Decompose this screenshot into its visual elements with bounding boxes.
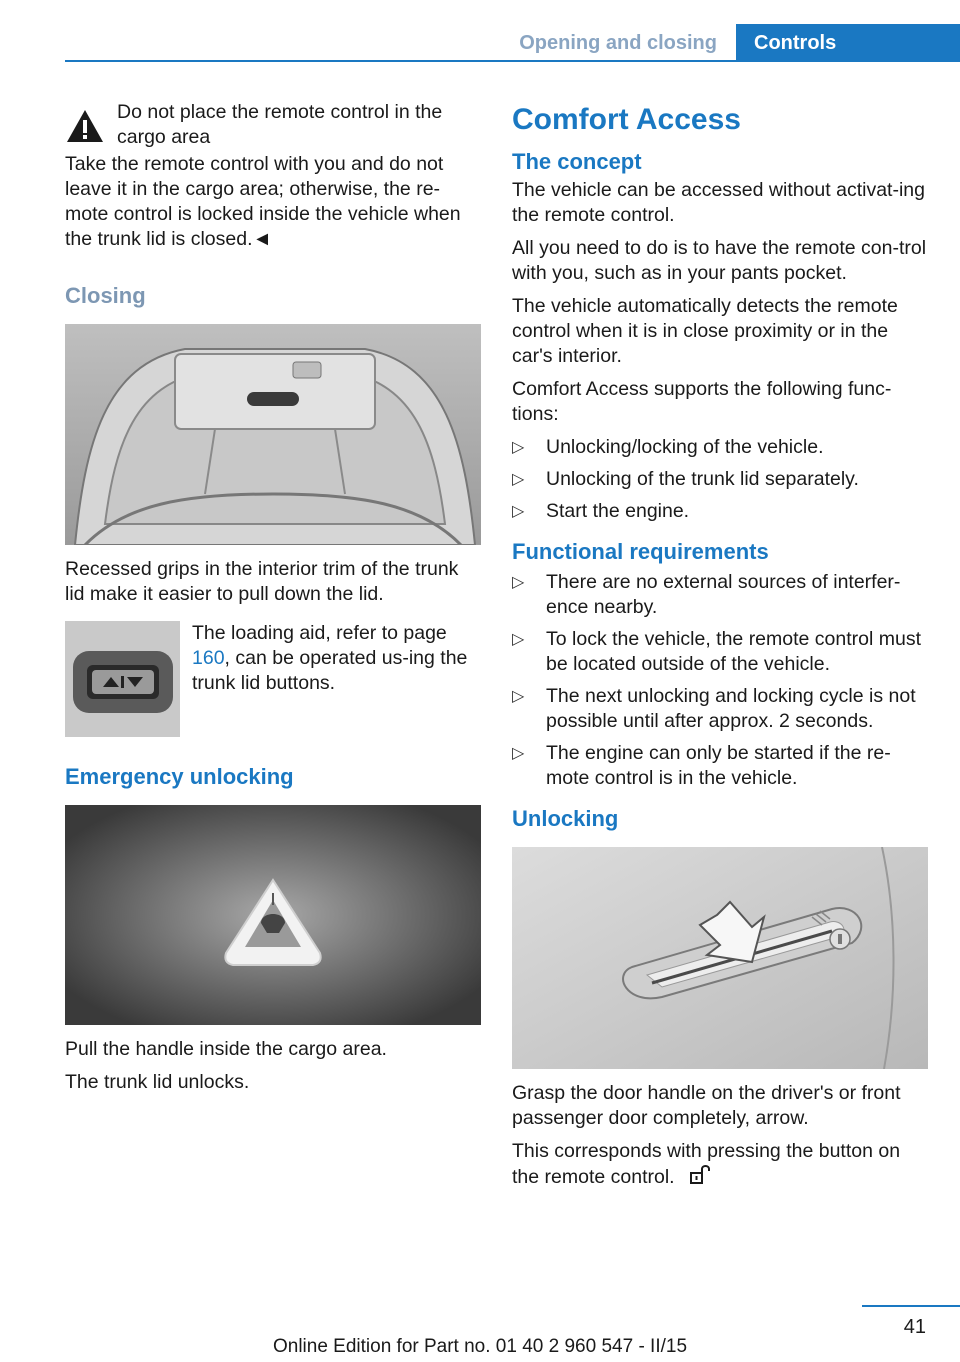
page-number: 41: [903, 1316, 926, 1338]
header-section-title: Opening and closing: [519, 32, 717, 54]
warning-triangle-icon: [65, 108, 105, 144]
pull-handle-text: Pull the handle inside the cargo area.: [65, 1038, 387, 1060]
list-item: ▷ The engine can only be started if the re-mote control is in the vehicle.: [512, 741, 930, 791]
list-item: ▷ Unlocking of the trunk lid separately.: [512, 467, 930, 492]
list-item: ▷ Start the engine.: [512, 499, 930, 524]
concept-paragraph-2: All you need to do is to have the remote con-trol with you, such as in your pants pocket.: [512, 237, 927, 284]
closing-heading: Closing: [65, 283, 146, 308]
concept-heading: The concept: [512, 149, 642, 174]
page-reference-link[interactable]: 160: [192, 647, 225, 669]
unlock-icon: [688, 1164, 714, 1186]
warning-title: Do not place the remote control in the cargo area: [117, 101, 443, 148]
warning-text: Take the remote control with you and do not leave it in the cargo area; otherwise, the re-mote control is locked inside the vehicle when the trunk lid is closed.◄: [65, 153, 461, 250]
remote-equivalence-text: This corresponds with pressing the button on the remote control.: [512, 1140, 901, 1188]
loading-aid-text: The loading aid, refer to page 160, can be operated us-ing the trunk lid buttons.: [192, 622, 468, 694]
emergency-release-handle-image: [65, 805, 481, 1025]
functional-requirements-heading: Functional requirements: [512, 539, 769, 564]
header-chapter-tab: Controls: [736, 24, 960, 62]
unlocking-heading: Unlocking: [512, 806, 619, 831]
functions-list: [512, 435, 930, 524]
footer-rule: [862, 1305, 960, 1307]
door-handle-image: [512, 847, 928, 1069]
header-rule: [65, 60, 960, 62]
right-column: [512, 100, 930, 1198]
emergency-unlocking-heading: Emergency unlocking: [65, 764, 294, 789]
list-item: ▷ To lock the vehicle, the remote control must be located outside of the vehicle.: [512, 627, 930, 677]
trunk-unlocks-text: The trunk lid unlocks.: [65, 1071, 250, 1093]
requirements-list: [512, 570, 930, 791]
list-item: ▷ The next unlocking and locking cycle is not possible until after approx. 2 seconds.: [512, 684, 930, 734]
concept-paragraph-3: The vehicle automatically detects the remote control when it is in close proximity or in the car's interior.: [512, 295, 898, 367]
comfort-access-title: Comfort Access: [512, 103, 741, 136]
list-item: ▷ There are no external sources of interfer-ence nearby.: [512, 570, 930, 620]
closing-text: Recessed grips in the interior trim of the trunk lid make it easier to pull down the lid.: [65, 558, 459, 605]
list-item: ▷ Unlocking/locking of the vehicle.: [512, 435, 930, 460]
grasp-handle-text: Grasp the door handle on the driver's or front passenger door completely, arrow.: [512, 1082, 901, 1129]
edition-footer: Online Edition for Part no. 01 40 2 960 547 - II/15: [272, 1336, 688, 1357]
trunk-lid-buttons-image: [65, 621, 180, 737]
concept-paragraph-1: The vehicle can be accessed without activat-ing the remote control.: [512, 179, 925, 226]
trunk-lid-interior-image: [65, 324, 481, 545]
loading-aid-block: [65, 621, 481, 737]
warning-block: [65, 100, 481, 150]
left-column: [65, 100, 481, 1103]
concept-paragraph-4: Comfort Access supports the following func-tions:: [512, 378, 892, 425]
